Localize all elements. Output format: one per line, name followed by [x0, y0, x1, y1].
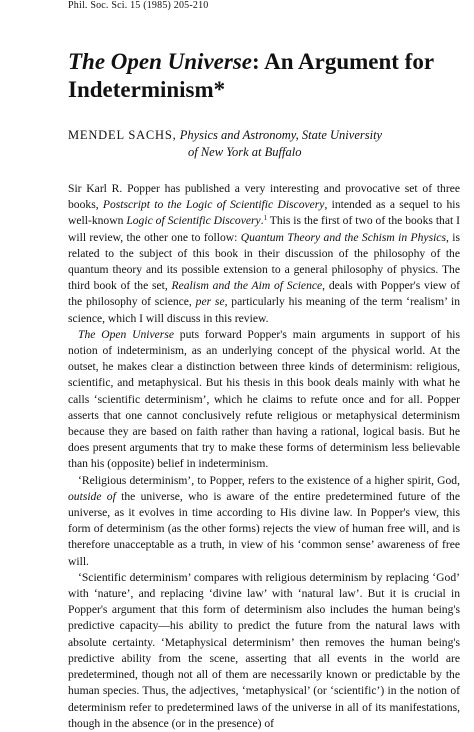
affiliation-line-1: Physics and Astronomy, State University: [179, 128, 383, 142]
text-run: , particularly his meaning of the term ‘realism’ in science, which I will discuss in this review.: [68, 295, 461, 325]
italic-text: Postscript to the Logic of Scientific Discovery: [102, 198, 325, 212]
italic-text: outside of: [68, 489, 116, 503]
title-main-part: : An Argument for Indeterminism*: [68, 49, 434, 102]
article-title: [68, 48, 458, 104]
italic-text: The Open Universe: [78, 327, 174, 341]
paragraph: [68, 181, 460, 327]
text-run: ‘Religious determinism’, to Popper, refers to the existence of a higher spirit, God,: [78, 473, 460, 487]
italic-text: Realism and the Aim of Science: [171, 279, 323, 293]
paragraph: [68, 570, 460, 732]
text-run: ‘Scientific determinism’ compares with religious determinism by replacing ‘God’ with ‘nature’, and replacing ‘divine law’ with ‘natural law’. But it is crucial in Popper's argument that this form of determinism also includes the human being's predictive capacity—his ability to predict the future from the natural laws with absolute certainty. ‘Metaphysical determinism’ then removes the human being's predictive ability from the scene, asserting that all events in the world are predetermined, though not all of them are necessarily known or predictable by the human species. Thus, the adjectives, ‘metaphysical’ (or ‘scientific’) in the notion of determinism refer to predetermined laws of the universe in all of its manifestations, though in the absence (or in the presence) of: [68, 570, 460, 730]
affiliation-line-2: of New York at Buffalo: [188, 145, 302, 159]
text-run: , is related to the subject of this book in their discussion of the philosophy of the quantum theory and its possible extension to a general philosophy of physics. The third book of the set,: [68, 230, 460, 293]
title-italic-part: The Open Universe: [68, 49, 252, 74]
text-run: , deals with Popper's view of the philosophy of science,: [68, 279, 460, 309]
running-head: Phil. Soc. Sci. 15 (1985) 205-210: [68, 0, 209, 11]
italic-text: Logic of Scientific Discovery: [126, 214, 261, 228]
text-run: puts forward Popper's main arguments in support of his notion of indeterminism, as an underlying concept of the physical world. At the outset, he makes clear a distinction between three kinds of determinism: religious, scientific, and metaphysical. But his thesis in this book deals mainly with what he calls ‘scientific determinism’, which he claims to refute once and for all. Popper asserts that one cannot conclusively refute religious or metaphysical determinism because they are based on faith rather than having a rational, logical basis. But he does present arguments that try to make these forms of determinism less believable than his (opposite) belief in indeterminism.: [68, 327, 460, 471]
footnote-ref: 1: [263, 214, 268, 223]
paragraph: [68, 473, 460, 570]
text-run: .: [260, 214, 264, 228]
text-run: the universe, who is aware of the entire predetermined future of the universe, as it evolves in time according to His divine law. In Popper's view, this form of determinism (as the other forms) rejects the view of human free will, and is therefore unacceptable as a truth, in view of his ‘common sense’ awareness of free will.: [68, 489, 460, 568]
author-name: MENDEL SACHS,: [68, 128, 177, 142]
italic-text: per se: [195, 295, 225, 309]
article-body: [68, 181, 460, 732]
text-run: This is the first of two of the books that I will review, the other one to follow:: [68, 214, 460, 244]
italic-text: Quantum Theory and the Schism in Physics: [240, 230, 446, 244]
text-run: Sir Karl R. Popper has published a very interesting and provocative set of three books,: [68, 182, 460, 212]
text-run: , intended as a sequel to his well-known: [68, 198, 461, 228]
paragraph: [68, 327, 460, 473]
byline: [68, 127, 448, 161]
